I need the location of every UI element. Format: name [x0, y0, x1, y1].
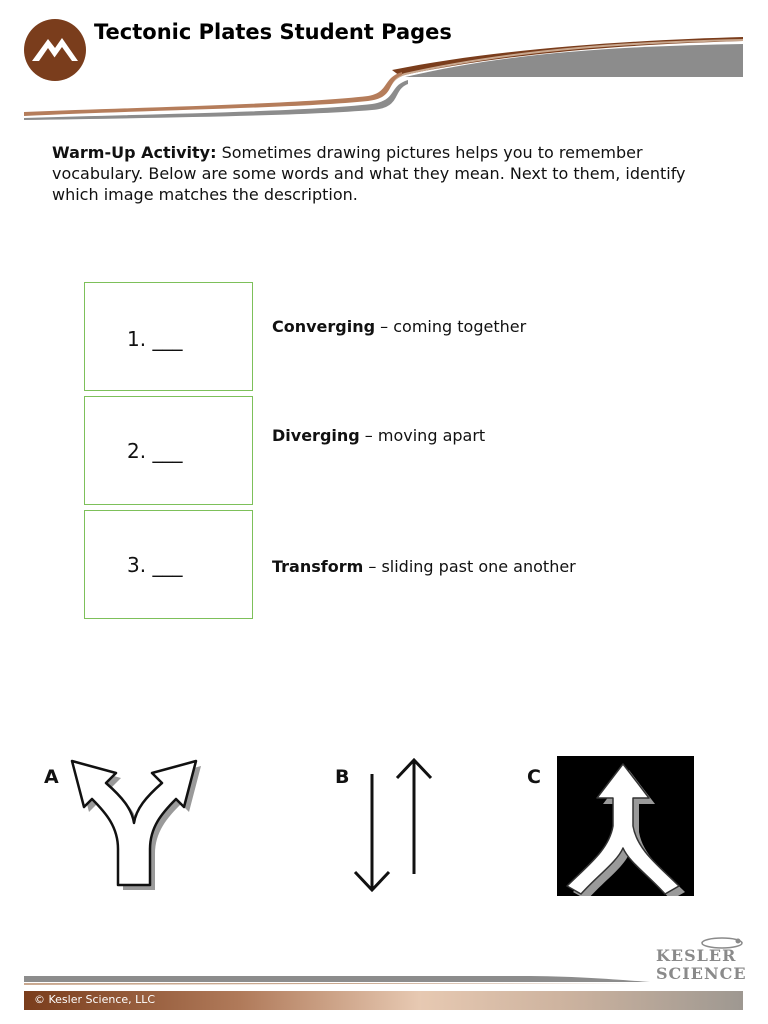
brand-line-2: SCIENCE [656, 964, 747, 983]
answer-box-1[interactable] [84, 282, 253, 391]
term: Transform [272, 557, 364, 576]
term: Converging [272, 317, 376, 336]
page-title: Tectonic Plates Student Pages [94, 20, 452, 44]
intro-text: Sometimes drawing pictures helps you to remember vocabulary. Below are some words and what they mean. Next to them, identify which image matches the description. [52, 143, 686, 204]
header-swoosh [0, 30, 768, 120]
opposite-arrows-icon [350, 752, 440, 897]
definition-transform [272, 557, 576, 576]
intro-paragraph [52, 142, 732, 205]
answer-number: 1. ___ [127, 327, 183, 351]
converging-arrow-icon [557, 756, 694, 896]
intro-lead: Warm-Up Activity: [52, 143, 217, 162]
copyright-text: © Kesler Science, LLC [34, 993, 156, 1006]
brand-line-1: KESLER [656, 946, 737, 965]
definition-diverging [272, 426, 485, 445]
answer-number: 2. ___ [127, 439, 183, 463]
definition-text: – sliding past one another [363, 557, 576, 576]
option-letter-a: A [44, 766, 59, 788]
definition-converging [272, 317, 526, 336]
definition-text: – moving apart [359, 426, 486, 445]
answer-box-3[interactable] [84, 510, 253, 619]
answer-number: 3. ___ [127, 553, 183, 577]
footer-swoosh [0, 968, 768, 988]
term: Diverging [272, 426, 360, 445]
option-letter-b: B [335, 766, 350, 788]
option-letter-c: C [527, 766, 541, 788]
answer-box-2[interactable] [84, 396, 253, 505]
definition-text: – coming together [375, 317, 527, 336]
diverging-arrow-icon [66, 757, 202, 893]
